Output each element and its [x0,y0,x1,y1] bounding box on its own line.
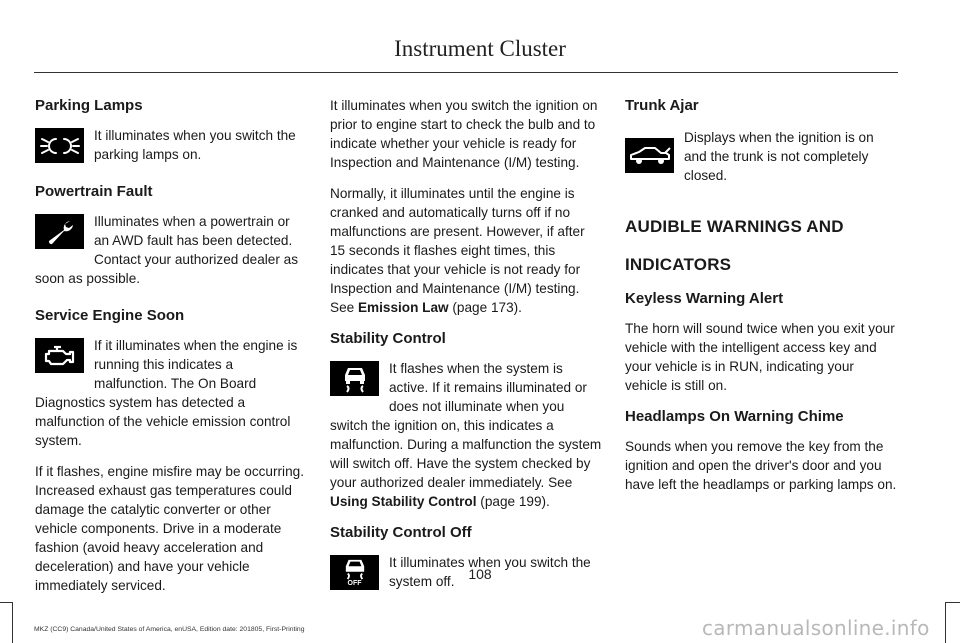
trunk-ajar-icon [625,138,674,173]
im-normal-body: Normally, it illuminates until the engine is cranked and automatically turns off if no malfunctions are present. However, if after 15 seconds it flashes eight times, this indicates that your vehicle is not ready for Inspection and Maintenance (I/M) testing. See [330,186,585,315]
page-number: 108 [468,566,492,582]
stability-control-body: It flashes when the system is active. If it remains illuminated or does not illuminate when you switch the ignition on, this indicates a malfunction. During a malfunction the system will switch off. Have the system checked by your authorized dealer immediately. See [330,361,602,490]
header-rule [34,72,898,73]
section-title-audible-warnings [625,215,897,277]
parking-lamps-text: It illuminates when you switch the parking lamps on. [94,128,296,162]
using-stability-control-link[interactable]: Using Stability Control [330,494,477,509]
watermark: carmanualsonline.info [702,616,930,640]
column-2 [330,96,602,603]
page-title: Instrument Cluster [394,36,566,61]
crop-mark-right-vertical [945,602,946,643]
stability-control-off-text: It illuminates when you switch the system off. [389,555,591,589]
powertrain-fault-text: Illuminates when a powertrain or an AWD fault has been detected. Contact your authorized dealer as soon as possible. [35,214,299,286]
parking-lamps-icon [35,128,84,163]
section-title-line-1: AUDIBLE WARNINGS AND [625,217,844,236]
off-label: OFF [347,579,362,587]
column-1 [35,96,305,607]
emission-law-page: (page 173). [452,300,522,315]
crop-mark-left-horizontal [0,602,13,603]
section-title-line-2: INDICATORS [625,255,732,274]
engine-icon [35,338,84,373]
keyless-warning-text: The horn will sound twice when you exit your vehicle with the intelligent access key and your vehicle is in RUN, indicating your vehicle is still on. [625,321,895,393]
emission-law-link[interactable]: Emission Law [357,300,449,315]
heading-service-engine-soon: Service Engine Soon [35,307,185,324]
heading-keyless-warning-alert: Keyless Warning Alert [625,290,784,307]
heading-parking-lamps: Parking Lamps [35,97,143,114]
service-engine-soon-text: If it illuminates when the engine is running this indicates a malfunction. The On Board Diagnostics system has detected a malfunction of the vehicle emission control system. [35,338,298,448]
im-normal-text [330,184,602,317]
heading-stability-control: Stability Control [330,330,446,347]
heading-headlamps-on-chime: Headlamps On Warning Chime [625,408,844,425]
using-stability-control-page: (page 199). [480,494,550,509]
heading-trunk-ajar: Trunk Ajar [625,97,699,114]
heading-stability-control-off: Stability Control Off [330,524,472,541]
trunk-ajar-text: Displays when the ignition is on and the trunk is not completely closed. [684,130,874,183]
im-testing-text: It illuminates when you switch the ignition on prior to engine start to check the bulb and to indicate whether your vehicle is ready for Inspection and Maintenance (I/M) testing. [330,98,598,170]
column-3 [625,96,897,506]
heading-powertrain-fault: Powertrain Fault [35,183,153,200]
headlamps-on-chime-text: Sounds when you remove the key from the ignition and open the driver's door and you have left the headlamps or parking lamps on. [625,439,897,492]
service-engine-flash-text: If it flashes, engine misfire may be occurring. Increased exhaust gas temperatures could damage the catalytic converter or other vehicle components. Drive in a moderate fashion (avoid heavy acceleration and deceleration) and have your vehicle immediately serviced. [35,464,304,593]
wrench-icon [35,214,84,249]
edition-footer: MKZ (CC9) Canada/United States of America, enUSA, Edition date: 201805, First-Printing [34,626,305,633]
crop-mark-left-vertical [12,602,13,643]
crop-mark-right-horizontal [945,602,960,603]
stability-control-icon [330,361,379,396]
